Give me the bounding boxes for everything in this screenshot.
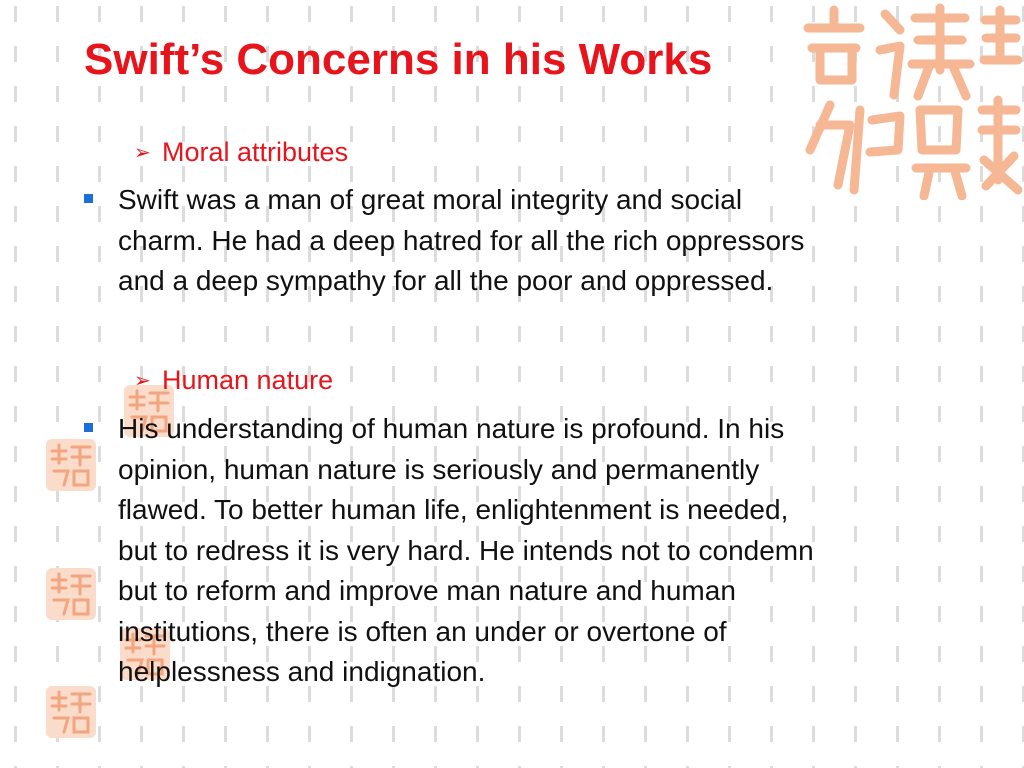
background-dash <box>770 46 773 62</box>
background-dash <box>392 6 395 22</box>
background-dash <box>98 326 101 342</box>
background-dash <box>350 126 353 142</box>
paragraph-line: and a deep sympathy for all the poor and oppressed. <box>118 265 774 296</box>
background-dash <box>350 326 353 342</box>
background-dash <box>14 486 17 502</box>
background-dash <box>770 726 773 742</box>
background-dash <box>56 246 59 262</box>
background-dash <box>182 726 185 742</box>
background-dash <box>392 366 395 382</box>
background-dash <box>98 606 101 622</box>
background-dash <box>518 6 521 22</box>
background-dash <box>56 86 59 102</box>
bullet-paragraph-moral <box>118 180 978 302</box>
background-dash <box>686 726 689 742</box>
background-dash <box>938 726 941 742</box>
background-dash <box>476 326 479 342</box>
paragraph-line: helplessness and indignation. <box>118 656 486 687</box>
background-dash <box>56 126 59 142</box>
background-dash <box>350 366 353 382</box>
background-dash <box>938 326 941 342</box>
background-dash <box>266 6 269 22</box>
background-dash <box>434 126 437 142</box>
background-dash <box>182 326 185 342</box>
background-dash <box>98 646 101 662</box>
section-heading-label: Moral attributes <box>162 137 349 167</box>
paragraph-line: but to reform and improve man nature and human <box>118 575 736 606</box>
background-dash <box>644 366 647 382</box>
background-dash <box>854 726 857 742</box>
background-dash <box>14 566 17 582</box>
background-dash <box>602 126 605 142</box>
background-dash <box>14 646 17 662</box>
background-dash <box>770 86 773 102</box>
background-dash <box>392 126 395 142</box>
background-dash <box>434 326 437 342</box>
background-dash <box>686 326 689 342</box>
background-dash <box>14 406 17 422</box>
background-dash <box>224 326 227 342</box>
background-dash <box>14 6 17 22</box>
background-dash <box>602 366 605 382</box>
background-dash <box>350 726 353 742</box>
background-dash <box>602 726 605 742</box>
background-dash <box>98 686 101 702</box>
background-dash <box>14 606 17 622</box>
background-dash <box>14 246 17 262</box>
background-dash <box>644 6 647 22</box>
chinese-seal-icon <box>44 566 98 622</box>
background-dash <box>392 726 395 742</box>
background-dash <box>140 6 143 22</box>
background-dash <box>98 406 101 422</box>
background-dash <box>14 326 17 342</box>
section-heading-moral <box>134 136 348 169</box>
background-dash <box>980 326 983 342</box>
background-dash <box>980 726 983 742</box>
background-dash <box>560 6 563 22</box>
background-dash <box>686 126 689 142</box>
background-dash <box>56 206 59 222</box>
background-dash <box>518 326 521 342</box>
background-dash <box>518 726 521 742</box>
paragraph-line: His understanding of human nature is profound. In his <box>118 413 785 444</box>
background-dash <box>728 6 731 22</box>
background-dash <box>686 366 689 382</box>
background-dash <box>728 126 731 142</box>
background-dash <box>98 206 101 222</box>
background-dash <box>896 726 899 742</box>
background-dash <box>434 366 437 382</box>
paragraph-line: flawed. To better human life, enlightenment is needed, <box>118 494 789 525</box>
paragraph-line: but to redress it is very hard. He intends not to condemn <box>118 534 814 566</box>
square-bullet-icon <box>84 194 93 203</box>
background-dash <box>14 126 17 142</box>
background-dash <box>728 86 731 102</box>
background-dash <box>728 726 731 742</box>
paragraph-line: Swift was a man of great moral integrity and social <box>118 184 743 215</box>
background-dash <box>896 366 899 382</box>
chinese-seal-icon <box>790 0 1024 200</box>
background-dash <box>728 326 731 342</box>
chinese-seal-icon <box>44 684 98 740</box>
background-dash <box>644 326 647 342</box>
background-dash <box>938 366 941 382</box>
background-dash <box>56 326 59 342</box>
background-dash <box>56 286 59 302</box>
background-dash <box>476 366 479 382</box>
background-dash <box>98 246 101 262</box>
background-dash <box>14 46 17 62</box>
background-dash <box>98 486 101 502</box>
paragraph-line: charm. He had a deep hatred for all the rich oppressors <box>118 224 805 256</box>
background-dash <box>14 286 17 302</box>
background-dash <box>98 446 101 462</box>
background-dash <box>56 406 59 422</box>
background-dash <box>392 326 395 342</box>
slide-title: Swift’s Concerns in his Works <box>84 35 713 84</box>
paragraph-line: institutions, there is often an under or overtone of <box>118 615 727 647</box>
background-dash <box>56 526 59 542</box>
background-dash <box>14 726 17 742</box>
background-dash <box>56 6 59 22</box>
background-dash <box>728 46 731 62</box>
background-dash <box>980 206 983 222</box>
background-dash <box>56 646 59 662</box>
background-dash <box>98 6 101 22</box>
background-dash <box>350 6 353 22</box>
section-heading-human-nature <box>134 364 333 397</box>
arrow-bullet-icon: ➢ <box>134 370 151 392</box>
background-dash <box>56 46 59 62</box>
background-dash <box>476 726 479 742</box>
background-dash <box>686 6 689 22</box>
background-dash <box>224 726 227 742</box>
square-bullet-icon <box>84 423 93 432</box>
background-dash <box>98 366 101 382</box>
background-dash <box>854 366 857 382</box>
section-heading-label: Human nature <box>162 365 334 395</box>
background-dash <box>308 326 311 342</box>
background-dash <box>476 6 479 22</box>
background-dash <box>518 366 521 382</box>
background-dash <box>812 726 815 742</box>
background-dash <box>14 686 17 702</box>
background-dash <box>308 6 311 22</box>
background-dash <box>182 6 185 22</box>
background-dash <box>14 206 17 222</box>
background-dash <box>14 446 17 462</box>
background-dash <box>14 86 17 102</box>
background-dash <box>266 326 269 342</box>
bullet-paragraph-human-nature <box>118 409 978 693</box>
background-dash <box>56 166 59 182</box>
background-dash <box>980 406 983 422</box>
background-dash <box>98 726 101 742</box>
background-dash <box>560 726 563 742</box>
background-dash <box>770 126 773 142</box>
background-dash <box>896 326 899 342</box>
background-dash <box>770 6 773 22</box>
background-dash <box>644 126 647 142</box>
arrow-bullet-icon: ➢ <box>134 142 151 164</box>
background-dash <box>812 326 815 342</box>
background-dash <box>266 726 269 742</box>
background-dash <box>560 366 563 382</box>
paragraph-line: opinion, human nature is seriously and permanently <box>118 453 760 485</box>
background-dash <box>980 446 983 462</box>
background-dash <box>56 366 59 382</box>
background-dash <box>980 286 983 302</box>
background-dash <box>560 126 563 142</box>
background-dash <box>644 726 647 742</box>
background-dash <box>98 126 101 142</box>
background-dash <box>980 486 983 502</box>
background-dash <box>602 6 605 22</box>
chinese-seal-icon <box>44 437 98 493</box>
background-dash <box>980 686 983 702</box>
background-dash <box>980 646 983 662</box>
background-dash <box>980 606 983 622</box>
background-dash <box>224 6 227 22</box>
background-dash <box>980 246 983 262</box>
background-dash <box>770 326 773 342</box>
background-dash <box>560 326 563 342</box>
background-dash <box>980 526 983 542</box>
background-dash <box>98 286 101 302</box>
background-dash <box>140 726 143 742</box>
background-dash <box>812 366 815 382</box>
background-dash <box>980 366 983 382</box>
background-dash <box>140 326 143 342</box>
background-dash <box>434 6 437 22</box>
background-dash <box>770 366 773 382</box>
background-dash <box>98 166 101 182</box>
background-dash <box>476 126 479 142</box>
background-dash <box>98 566 101 582</box>
background-dash <box>728 366 731 382</box>
background-dash <box>854 326 857 342</box>
background-dash <box>518 126 521 142</box>
background-dash <box>14 166 17 182</box>
background-dash <box>98 526 101 542</box>
background-dash <box>434 726 437 742</box>
background-dash <box>602 326 605 342</box>
background-dash <box>308 726 311 742</box>
background-dash <box>980 566 983 582</box>
background-dash <box>14 526 17 542</box>
background-dash <box>14 366 17 382</box>
